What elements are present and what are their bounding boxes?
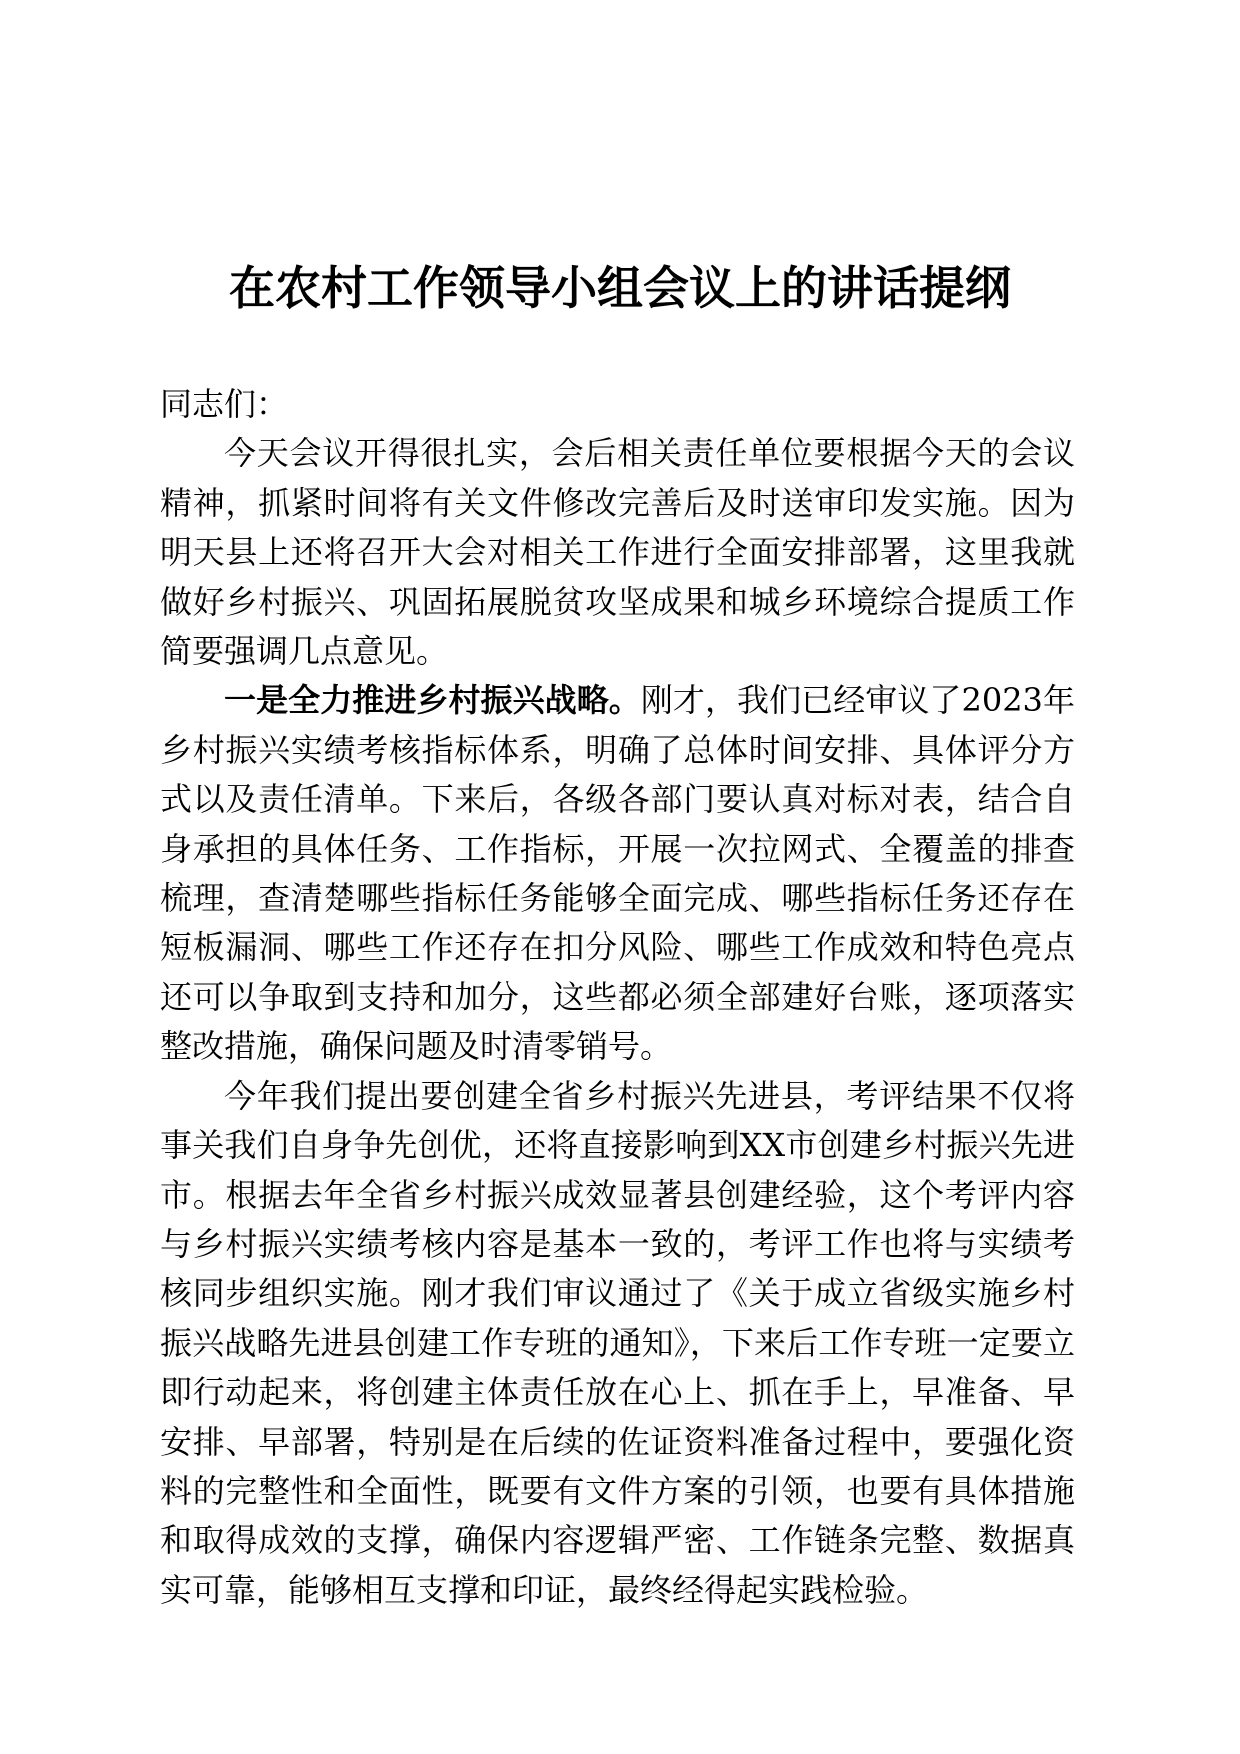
paragraph-point-one — [160, 676, 1075, 1071]
document-title: 在农村工作领导小组会议上的讲话提纲 — [229, 261, 1011, 315]
paragraph-text: 刚才，我们已经审议了2023年乡村振兴实绩考核指标体系，明确了总体时间安排、具体评分方式以及责任清单。下来后，各级各部门要认真对标对表，结合自身承担的具体任务、工作指标，开展一次拉网式、全覆盖的排查梳理，查清楚哪些指标任务能够全面完成、哪些指标任务还存在短板漏洞、哪些工作还存在扣分风险、哪些工作成效和特色亮点还可以争取到支持和加分，这些都必须全部建好台账，逐项落实整改措施，确保问题及时清零销号。 — [160, 681, 1075, 1066]
paragraph-lead-heading: 一是全力推进乡村振兴战略。 — [224, 681, 641, 720]
paragraph-advanced-county — [160, 1072, 1075, 1615]
document-body — [160, 380, 1075, 1615]
paragraph-intro — [160, 429, 1075, 676]
paragraph-text: 今天会议开得很扎实，会后相关责任单位要根据今天的会议精神，抓紧时间将有关文件修改完善后及时送审印发实施。因为明天县上还将召开大会对相关工作进行全面安排部署，这里我就做好乡村振兴、巩固拓展脱贫攻坚成果和城乡环境综合提质工作简要强调几点意见。 — [160, 434, 1075, 671]
paragraph-text: 今年我们提出要创建全省乡村振兴先进县，考评结果不仅将事关我们自身争先创优，还将直接影响到XX市创建乡村振兴先进市。根据去年全省乡村振兴成效显著县创建经验，这个考评内容与乡村振兴实绩考核内容是基本一致的，考评工作也将与实绩考核同步组织实施。刚才我们审议通过了《关于成立省级实施乡村振兴战略先进县创建工作专班的通知》，下来后工作专班一定要立即行动起来，将创建主体责任放在心上、抓在手上，早准备、早安排、早部署，特别是在后续的佐证资料准备过程中，要强化资料的完整性和全面性，既要有文件方案的引领，也要有具体措施和取得成效的支撑，确保内容逻辑严密、工作链条完整、数据真实可靠，能够相互支撑和印证，最终经得起实践检验。 — [160, 1076, 1075, 1609]
salutation: 同志们： — [160, 385, 289, 423]
